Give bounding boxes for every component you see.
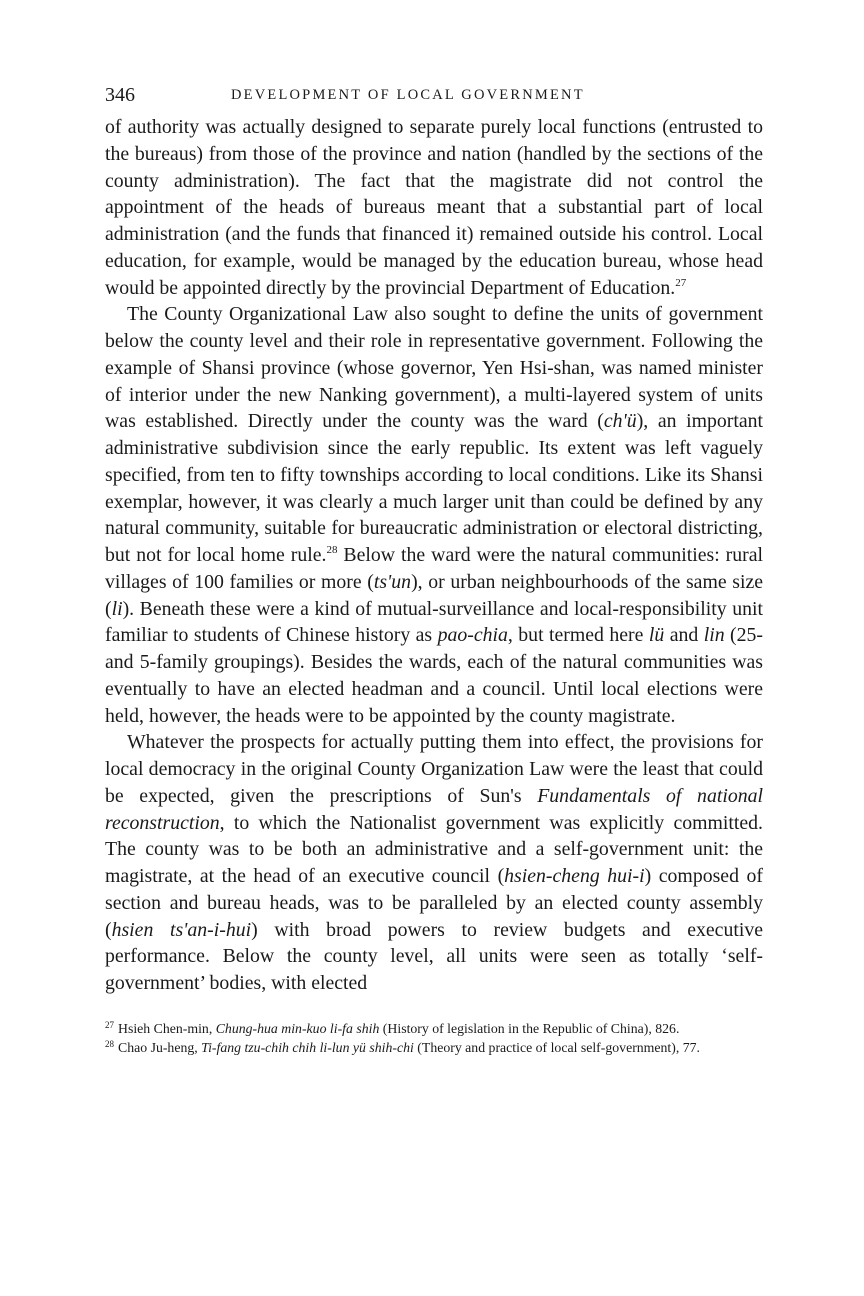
text-run: Whatever the prospects for actually putting them into effect, the provisions for local democracy in the original County Organization Law were the least that could be expected, given the prescriptions of Sun's	[105, 731, 763, 807]
text-run: ), an important administrative subdivision since the early republic. Its extent was left vaguely specified, from ten to fifty townships according to local conditions. Like its Shansi exemplar, however, it was clearly a much larger unit than could be defined by any natural community, suitable for bureaucratic administration or electoral districting, but not for local home rule.	[105, 410, 763, 566]
text-run: ) composed of section and bureau heads, was to be paralleled by an elected county assembly (	[105, 865, 763, 941]
running-head: DEVELOPMENT OF LOCAL GOVERNMENT	[231, 87, 585, 103]
italic-term: ts'un	[373, 570, 412, 593]
text-run: Hsieh Chen-min,	[118, 1020, 216, 1036]
text-run: (25- and 5-family groupings). Besides the wards, each of the natural communities was eventually to have an elected headman and a council. Until local elections were held, however, the heads were to be appointed by the county magistrate.	[105, 624, 763, 727]
italic-term: ch'ü	[603, 410, 637, 433]
text-run: ), or urban neighbourhoods of the same size (	[105, 570, 763, 620]
italic-term: lü	[648, 624, 665, 647]
paragraph	[105, 729, 763, 997]
footnote-ref: 27	[675, 276, 687, 289]
page-number: 346	[105, 84, 135, 106]
footnote-ref: 28	[105, 1039, 114, 1050]
book-page	[105, 84, 763, 1058]
italic-term: li	[111, 597, 123, 620]
footnotes	[105, 1019, 763, 1058]
italic-term: lin	[703, 624, 725, 647]
footnote-ref: 28	[326, 544, 338, 556]
italic-term: pao-chia	[437, 624, 508, 647]
text-run: (History of legislation in the Republic of China), 826.	[379, 1020, 680, 1036]
footnote	[105, 1019, 763, 1039]
italic-term: hsien-cheng hui-i	[504, 865, 645, 887]
text-run: of authority was actually designed to separate purely local functions (entrusted to the bureaus) from those of the province and nation (handled by the sections of the county administration). The fact that the magistrate did not control the appointment of the heads of bureaus meant that a substantial part of local administration (and the funds that financed it) remained outside his control. Local education, for example, would be managed by the education bureau, whose head would be appointed directly by the provincial Department of Education.	[105, 116, 763, 299]
text-run: , to which the Nationalist government was explicitly committed. The county was to be both an administrative and a self-government unit: the magistrate, at the head of an executive council (	[105, 811, 763, 887]
footnote	[105, 1038, 763, 1058]
page-header	[105, 84, 763, 114]
paragraph	[105, 301, 763, 729]
italic-term: hsien ts'an-i-hui	[111, 918, 252, 941]
text-run: ) with broad powers to review budgets and executive performance. Below the county level, all units were seen as totally ‘self-government’ bodies, with elected	[105, 918, 764, 994]
text-run: Chao Ju-heng,	[118, 1040, 202, 1056]
text-run: ). Beneath these were a kind of mutual-surveillance and local-responsibility unit familiar to students of Chinese history as	[105, 597, 763, 647]
text-run: (Theory and practice of local self-government), 77.	[413, 1040, 701, 1056]
italic-term: Ti-fang tzu-chih chih li-lun yü shih-chi	[201, 1040, 414, 1056]
text-run: The County Organizational Law also sought to define the units of government below the county level and their role in representative government. Following the example of Shansi province (whose governor, Yen Hsi-shan, was named minister of interior under the new Nanking government), a multi-layered system of units was established. Directly under the county was the ward (	[105, 303, 763, 433]
text-run: and	[664, 624, 704, 647]
text-run: Below the ward were the natural communities: rural villages of 100 families or more (	[105, 544, 764, 593]
text-run: , but termed here	[507, 624, 649, 647]
italic-term: Chung-hua min-kuo li-fa shih	[215, 1020, 380, 1036]
body-text	[105, 114, 763, 997]
paragraph	[105, 114, 763, 301]
footnote-ref: 27	[105, 1019, 114, 1030]
italic-term: Fundamentals of national reconstruction	[105, 784, 763, 834]
